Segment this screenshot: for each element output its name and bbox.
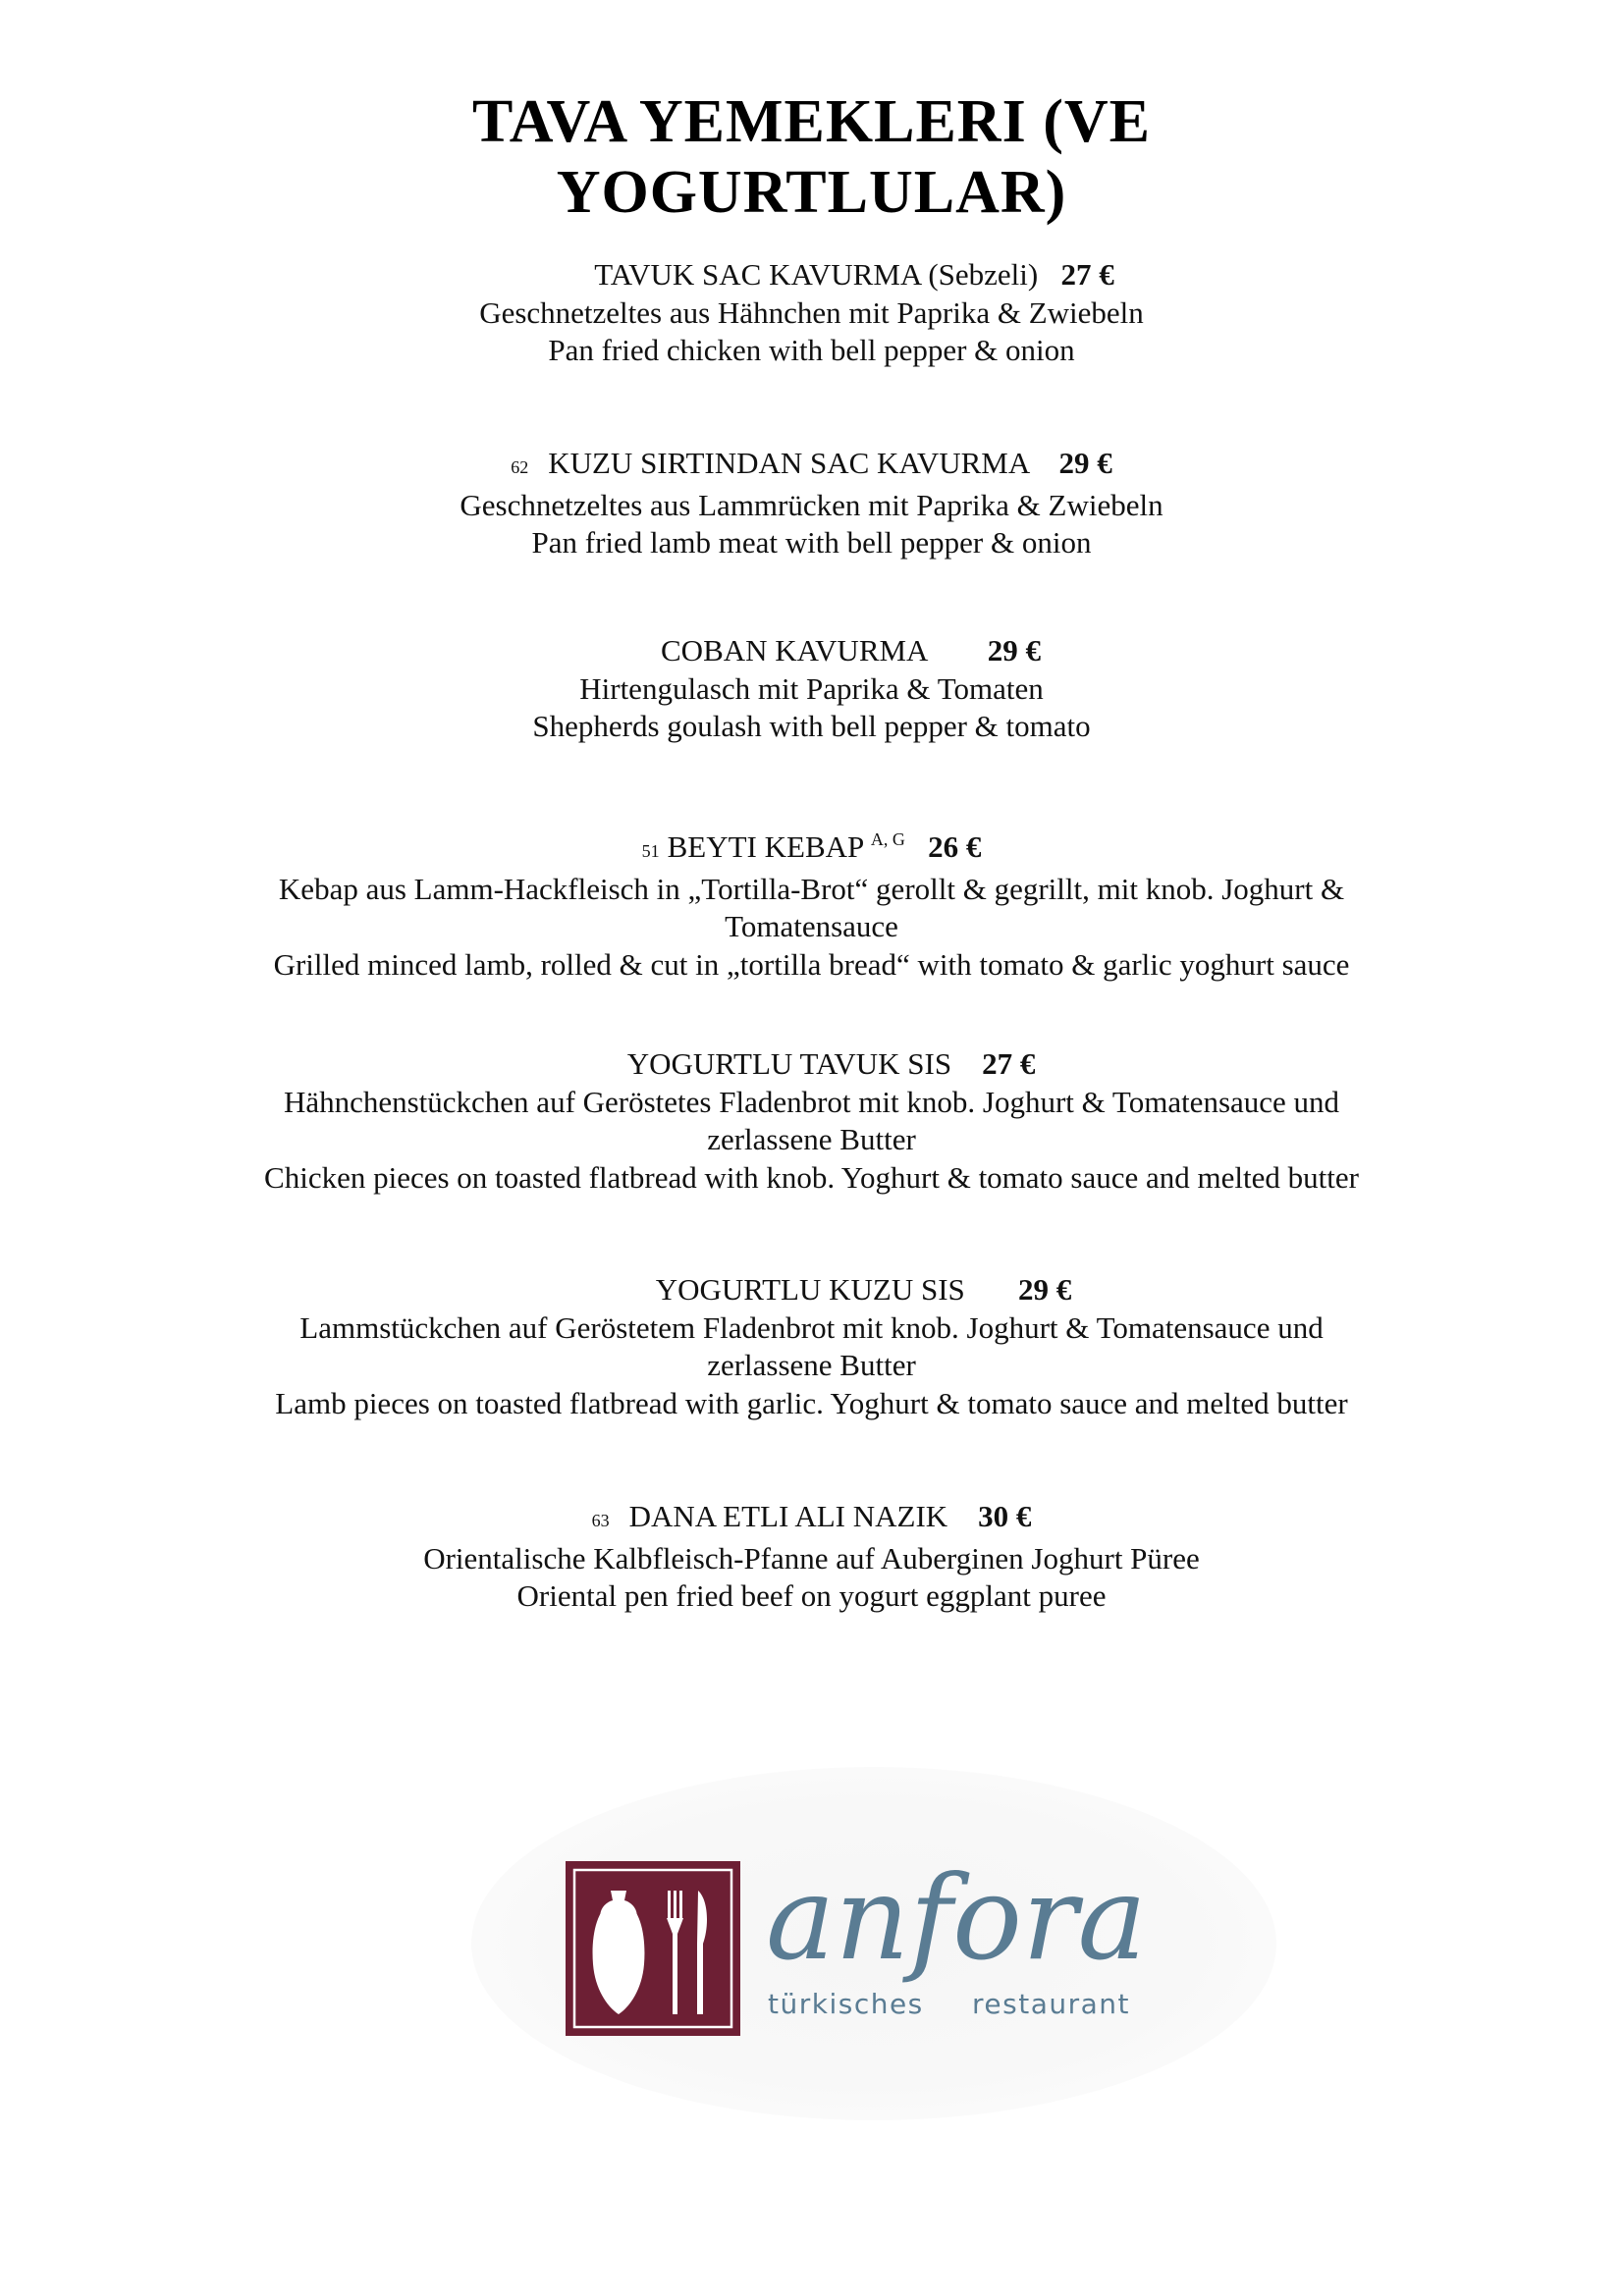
page-title-line-2: YOGURTLULAR) (556, 159, 1067, 226)
menu-item-desc-de: Hähnchenstückchen auf Geröstetes Fladenbrot mit knob. Joghurt & Tomatensauce und (283, 1084, 1340, 1119)
menu-item-desc-en: Shepherds goulash with bell pepper & tomato (532, 709, 1091, 743)
logo-emblem (566, 1861, 740, 2036)
menu-item-desc-de-cont: zerlassene Butter (707, 1348, 916, 1382)
menu-item-desc-de: Geschnetzeltes aus Lammrücken mit Paprika & Zwiebeln (460, 487, 1163, 522)
menu-item-desc-de: Orientalische Kalbfleisch-Pfanne auf Auberginen Joghurt Püree (423, 1540, 1200, 1575)
menu-item-name: COBAN KAVURMA (661, 633, 927, 667)
menu-item-header (0, 821, 1623, 871)
menu-item-price: 29 € (1018, 1272, 1072, 1307)
menu-item-price: 27 € (1060, 257, 1114, 292)
menu-item-price: 26 € (928, 829, 982, 864)
menu-item-desc-de: Hirtengulasch mit Paprika & Tomaten (579, 670, 1044, 706)
menu-item (0, 1045, 1623, 1197)
menu-item-header (0, 256, 1623, 294)
menu-item-desc-en: Grilled minced lamb, rolled & cut in „tortilla bread“ with tomato & garlic yoghurt sauce (273, 946, 1350, 982)
menu-item-name: TAVUK SAC KAVURMA (Sebzeli) (594, 257, 1039, 292)
menu-item-desc-en: Pan fried chicken with bell pepper & onion (548, 333, 1075, 367)
menu-item (0, 821, 1623, 984)
logo-subtitle-left: türkisches (768, 1988, 924, 2020)
menu-item-header (0, 1271, 1623, 1309)
logo-wordmark (766, 1836, 1198, 1993)
menu-item-name: KUZU SIRTINDAN SAC KAVURMA (548, 446, 1029, 480)
menu-item-desc-de: Kebap aus Lamm-Hackfleisch in „Tortilla-Brot“ gerollt & gegrillt, mit knob. Joghurt & (278, 871, 1345, 906)
menu-item (0, 1271, 1623, 1422)
menu-item-price: 29 € (987, 633, 1041, 667)
menu-item-name: DANA ETLI ALI NAZIK (628, 1499, 948, 1533)
menu-item-name: YOGURTLU TAVUK SIS (626, 1046, 952, 1081)
menu-item (0, 256, 1623, 370)
menu-item-number: 63 (591, 1511, 610, 1530)
menu-item-desc-de: Geschnetzeltes aus Hähnchen mit Paprika & Zwiebeln (479, 294, 1144, 330)
logo-subtitle-right: restaurant (972, 1988, 1130, 2020)
menu-item-price: 29 € (1058, 446, 1112, 480)
menu-item-price: 27 € (982, 1046, 1036, 1081)
menu-item-desc-de-cont: Tomatensauce (725, 909, 898, 943)
menu-item-desc-en: Pan fried lamb meat with bell pepper & onion (531, 525, 1092, 560)
menu-item-price: 30 € (978, 1499, 1032, 1533)
menu-item-desc-de-cont: zerlassene Butter (707, 1122, 916, 1156)
page-title (0, 86, 1623, 228)
menu-item-desc-en: Lamb pieces on toasted flatbread with garlic. Yoghurt & tomato sauce and melted butter (275, 1385, 1348, 1420)
logo-wordmark-text: anfora (766, 1850, 1147, 1986)
menu-item-allergens: A, G (870, 829, 905, 849)
menu-item-number: 51 (641, 841, 660, 861)
menu-item-header (0, 1045, 1623, 1084)
menu-item (0, 445, 1623, 562)
menu-item-header (0, 445, 1623, 487)
menu-item-header (0, 632, 1623, 670)
menu-item-desc-en: Oriental pen fried beef on yogurt eggplant puree (516, 1578, 1107, 1613)
menu-item-name: BEYTI KEBAP (667, 829, 864, 864)
menu-item-desc-de: Lammstückchen auf Geröstetem Fladenbrot mit knob. Joghurt & Tomatensauce und (299, 1309, 1324, 1345)
menu-item-number: 62 (511, 457, 529, 477)
page-title-line-1: TAVA YEMEKLERI (VE (472, 88, 1151, 155)
menu-item (0, 1498, 1623, 1616)
restaurant-logo (471, 1767, 1276, 2120)
menu-item (0, 632, 1623, 746)
menu-item-desc-en: Chicken pieces on toasted flatbread with knob. Yoghurt & tomato sauce and melted butter (264, 1159, 1359, 1195)
menu-item-name: YOGURTLU KUZU SIS (655, 1272, 965, 1307)
amphora-cutlery-icon (566, 1861, 740, 2036)
menu-item-header (0, 1498, 1623, 1540)
